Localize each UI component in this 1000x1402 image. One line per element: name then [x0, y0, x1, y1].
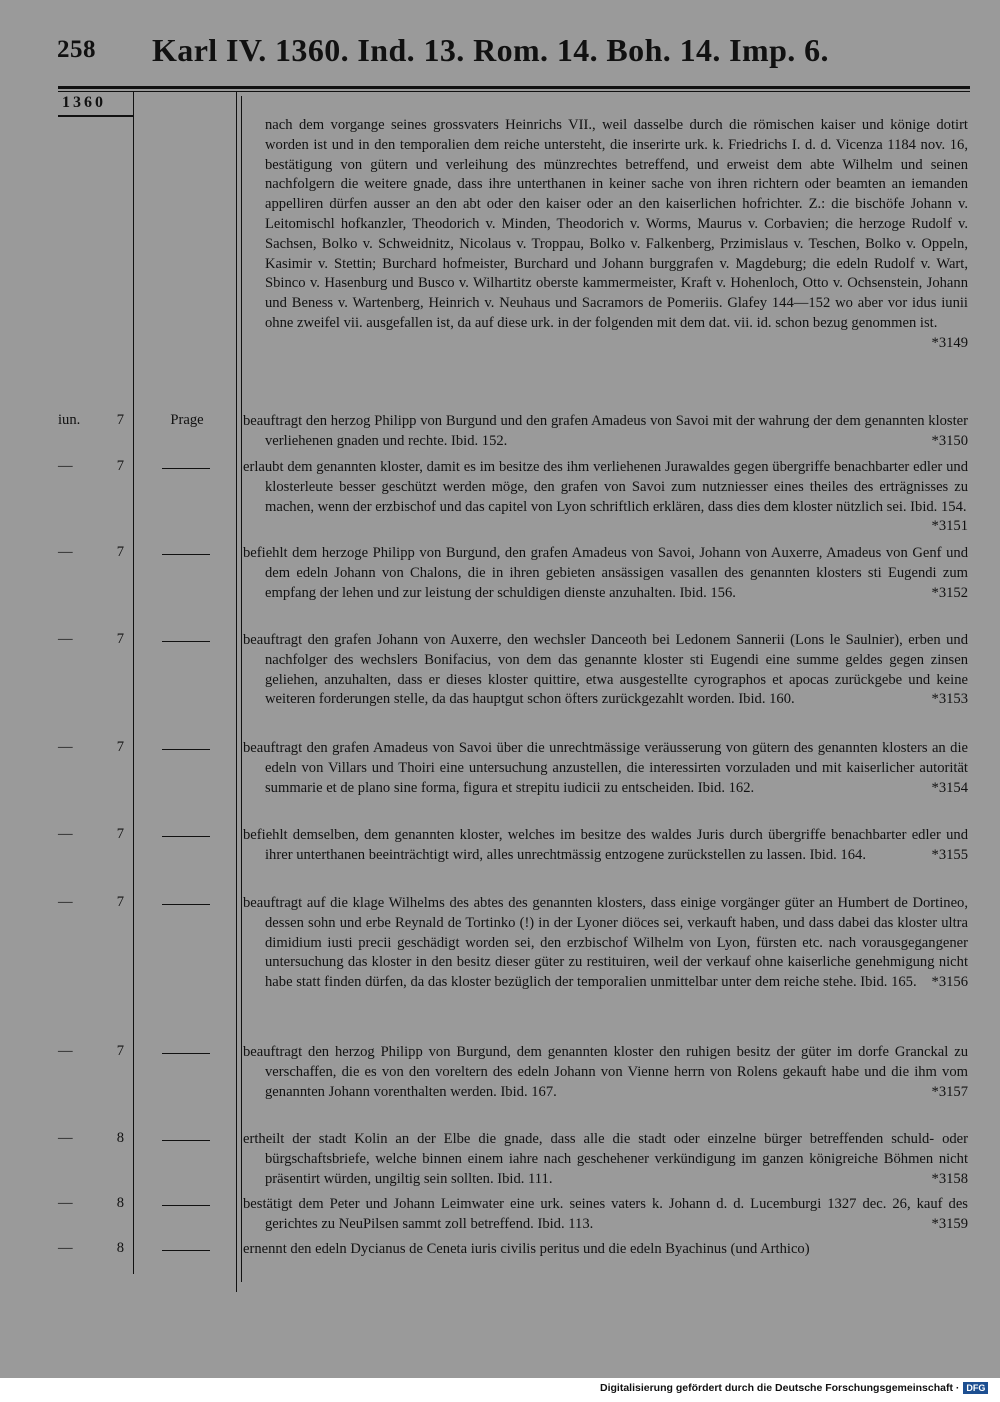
list-item — [243, 1195, 968, 1235]
column-divider-date — [133, 92, 134, 1274]
date-day: 7 — [116, 412, 124, 428]
entry-text: beauftragt auf die klage Wilhelms des abtes des genannten klosters, dass einige vorgänger güter an Humbert de Dortineo, dessen sohn und erbe Reynald de Tortinko (!) in der Lyoner diöces sei, verkauft haben, und dass dabei das kloster ultra dimidium iusti precii geschädigt worden sei, den erzbischof Wilhelm von Lyon, fürsten etc. nach vorausgegangener untersuchung das kloster in den besitz dieser güter zu restituiren, weil der verkauf ohne kaiserliche genehmigung nicht habe statt finden dürfen, da das kloster bezüglich der temporalien unmittelbar unter dem reiche stehe. Ibid. 165. — [243, 895, 968, 991]
date-month: — — [58, 544, 73, 560]
regest-number: *3152 — [931, 584, 968, 601]
date-month: iun. — [58, 412, 81, 428]
year-label: 1360 — [62, 94, 106, 111]
date-month: — — [58, 826, 73, 842]
entry-text: beauftragt den herzog Philipp von Burgund und den grafen Amadeus von Savoi mit der wahrung der dem genannten kloster verliehenen gnaden und rechte. Ibid. 152. — [243, 413, 968, 449]
entry-text: nach dem vorgange seines grossvaters Heinrichs VII., weil dasselbe durch die römischen kaiser und könige dotirt worden ist und in den temporalien dem reiche untersteht, die inserirte urk. k. Friedrichs I. d. d. Vicenza 1184 nov. 16, bestätigung von gütern und verleihung des münzrechtes betreffend, und erweist dem abte Wilhelm und seinen nachfolgern die weitere gnade, dass ihre unterthanen in keiner sache von ihren richtern oder beamten an iemanden appelliren dürfen ausser an den abt oder den kaiser oder an den kaiserlichen hofrichter. Z.: die bischöfe Johann v. Leitomischl hofkanzler, Theodorich v. Minden, Theodorich v. Worms, Maurus v. Corbavien; die herzoge Rudolf v. Sachsen, Bolko v. Schweidnitz, Nicolaus v. Troppau, Bolko v. Falkenberg, Przimislaus v. Teschen, Bolko v. Oppeln, Kasimir v. Stettin; Burchard hofmeister, Burchard und Johann burggrafen v. Magdeburg; die edeln Rudolf v. Wart, Sbinco v. Hasenburg und Busco v. Wilhartitz oberste kammermeister, Kraft v. Hohenloch, Otto v. Ochsenstein, Johann und Beness v. Wartenberg, Heinrich v. Neuhaus und Sacramors de Pomeriis. Glafey 144—152 wo aber vor idus iunii ohne zweifel vii. ausgefallen ist, da auf diese urk. in der folgenden mit dem dat. vii. id. schon bezug genommen ist. — [265, 117, 968, 331]
list-item — [243, 1240, 968, 1260]
header-rule — [58, 86, 970, 89]
date-month: — — [58, 1195, 73, 1211]
entry-date — [58, 1195, 124, 1212]
regest-number: *3159 — [931, 1215, 968, 1232]
list-item — [243, 631, 968, 710]
ditto-dash — [162, 554, 210, 555]
date-month: — — [58, 1240, 73, 1256]
regest-number: *3149 — [931, 334, 968, 351]
regest-number: *3155 — [931, 846, 968, 863]
entry-date — [58, 1240, 124, 1257]
credit-text: Digitalisierung gefördert durch die Deutsche Forschungsgemeinschaft · — [600, 1382, 960, 1394]
entry-text: beauftragt den grafen Amadeus von Savoi über die unrechtmässige veräusserung von gütern des genannten klosters an die edeln von Villars und Thoiri eine untersuchung anzustellen, die interessirten vorzuladen und mit kaiserlicher autorität summarie et de plano sine forma, figura et strepitu iudicii zu entscheiden. Ibid. 162. — [243, 740, 968, 796]
date-day: 8 — [116, 1130, 124, 1146]
column-divider-place — [236, 92, 237, 1292]
ditto-dash — [162, 1140, 210, 1141]
entry-text: erlaubt dem genannten kloster, damit es im besitze des ihm verliehenen Jurawaldes gegen übergriffe benachbarter edler und klosterleute besser geschützt werden möge, den grafen von Savoi zum nutzniesser eines theiles des erträgnisses zu machen, wenn der erzbischof und das capitel von Lyon schriftlich erklären, dass dies dem kloster nützlich sei. Ibid. 154. — [243, 459, 968, 515]
date-day: 7 — [116, 826, 124, 842]
regest-number: *3151 — [931, 518, 968, 535]
entry-date — [58, 1043, 124, 1060]
regest-number: *3153 — [931, 691, 968, 708]
regest-number: *3150 — [931, 432, 968, 449]
entry-date — [58, 739, 124, 756]
entry-text: ertheilt der stadt Kolin an der Elbe die gnade, dass alle die stadt oder einzelne bürger betreffenden schuld- oder bürgschaftsbriefe, welche binnen einem iahre nach geschehener verkündigung im ganzen königreiche Böhmen nicht präsentirt würden, ungiltig sein sollten. Ibid. 111. — [243, 1131, 968, 1187]
date-month: — — [58, 631, 73, 647]
ditto-dash — [162, 1053, 210, 1054]
year-underline — [58, 115, 134, 117]
entry-text: bestätigt dem Peter und Johann Leimwater eine urk. seines vaters k. Johann d. d. Lucemburgi 1327 dec. 26, kauf des gerichtes zu NeuPilsen sammt zoll betreffend. Ibid. 113. — [243, 1196, 968, 1232]
entry-date — [58, 544, 124, 561]
date-month: — — [58, 1130, 73, 1146]
ditto-dash — [162, 468, 210, 469]
running-header: Karl IV. 1360. Ind. 13. Rom. 14. Boh. 14. Imp. 6. — [152, 32, 829, 68]
regest-number: *3156 — [931, 974, 968, 991]
ditto-dash — [162, 1205, 210, 1206]
entry-text: befiehlt demselben, dem genannten kloster, welches im besitze des waldes Juris durch übergriffe benachbarter edler und ihrer unterthanen beeinträchtigt wird, alles unrechtmässig entzogene zurückstellen zu lassen. Ibid. 164. — [243, 827, 968, 863]
date-day: 8 — [116, 1195, 124, 1211]
entry-text: beauftragt den herzog Philipp von Burgund, dem genannten kloster den ruhigen besitz der güter im dorfe Granckal zu verschaffen, die es von den voreltern des edeln Johann von Vienne herrn von Rolens gekauft habe und die ihm vom genannten Johann vorenthalten werden. Ibid. 167. — [243, 1044, 968, 1100]
regest-number: *3158 — [931, 1170, 968, 1187]
list-item — [243, 412, 968, 452]
page-number: 258 — [57, 36, 96, 63]
digitization-credit — [600, 1382, 988, 1394]
entry-date — [58, 458, 124, 475]
header-rule-thin — [58, 91, 970, 92]
entry-date — [58, 412, 124, 429]
entry-date — [58, 631, 124, 648]
entry-date — [58, 1130, 124, 1147]
entry-place: Prage — [170, 412, 204, 428]
ditto-dash — [162, 1250, 210, 1251]
entry-text: beauftragt den grafen Johann von Auxerre, den wechsler Danceoth bei Ledonem Sannerii (Lons le Saulnier), erben und nachfolger des wechslers Bonifacius, von dem das genannte kloster sti Eugendi eine summe geldes gegen zinsen geliehen, anzuhalten, dass er dieses kloster quittire, etwa ausgestellte cyrographos et apocas zurückgebe und keine weiteren forderungen stelle, da das hauptgut schon öfters zurückgezahlt worden. Ibid. 160. — [243, 632, 968, 708]
date-day: 8 — [116, 1240, 124, 1256]
list-item — [243, 739, 968, 798]
entry-date — [58, 826, 124, 843]
ditto-dash — [162, 749, 210, 750]
date-month: — — [58, 458, 73, 474]
regest-number: *3154 — [931, 779, 968, 796]
date-day: 7 — [116, 1043, 124, 1059]
continuation-entry — [243, 116, 968, 354]
date-day: 7 — [116, 894, 124, 910]
date-day: 7 — [116, 458, 124, 474]
date-day: 7 — [116, 631, 124, 647]
list-item — [243, 1043, 968, 1102]
column-divider-text — [241, 96, 242, 1282]
list-item — [243, 1130, 968, 1189]
dfg-logo: DFG — [963, 1382, 988, 1394]
ditto-dash — [162, 836, 210, 837]
regest-number: *3157 — [931, 1083, 968, 1100]
list-item — [243, 894, 968, 993]
list-item — [243, 826, 968, 866]
date-day: 7 — [116, 544, 124, 560]
ditto-dash — [162, 904, 210, 905]
date-day: 7 — [116, 739, 124, 755]
list-item — [243, 458, 968, 537]
entry-text: ernennt den edeln Dycianus de Ceneta iuris civilis peritus und die edeln Byachinus (und Arthico) — [243, 1241, 810, 1257]
date-month: — — [58, 1043, 73, 1059]
list-item — [243, 544, 968, 603]
date-month: — — [58, 739, 73, 755]
entry-date — [58, 894, 124, 911]
entry-text: befiehlt dem herzoge Philipp von Burgund, den grafen Amadeus von Savoi, Johann von Auxerre, Amadeus von Genf und dem edeln Johann von Chalons, die in ihren gebieten ansässigen vasallen des genannten klosters sti Eugendi zum empfang der lehen und zur leistung der schuldigen dienste anzuhalten. Ibid. 156. — [243, 545, 968, 601]
ditto-dash — [162, 641, 210, 642]
date-month: — — [58, 894, 73, 910]
